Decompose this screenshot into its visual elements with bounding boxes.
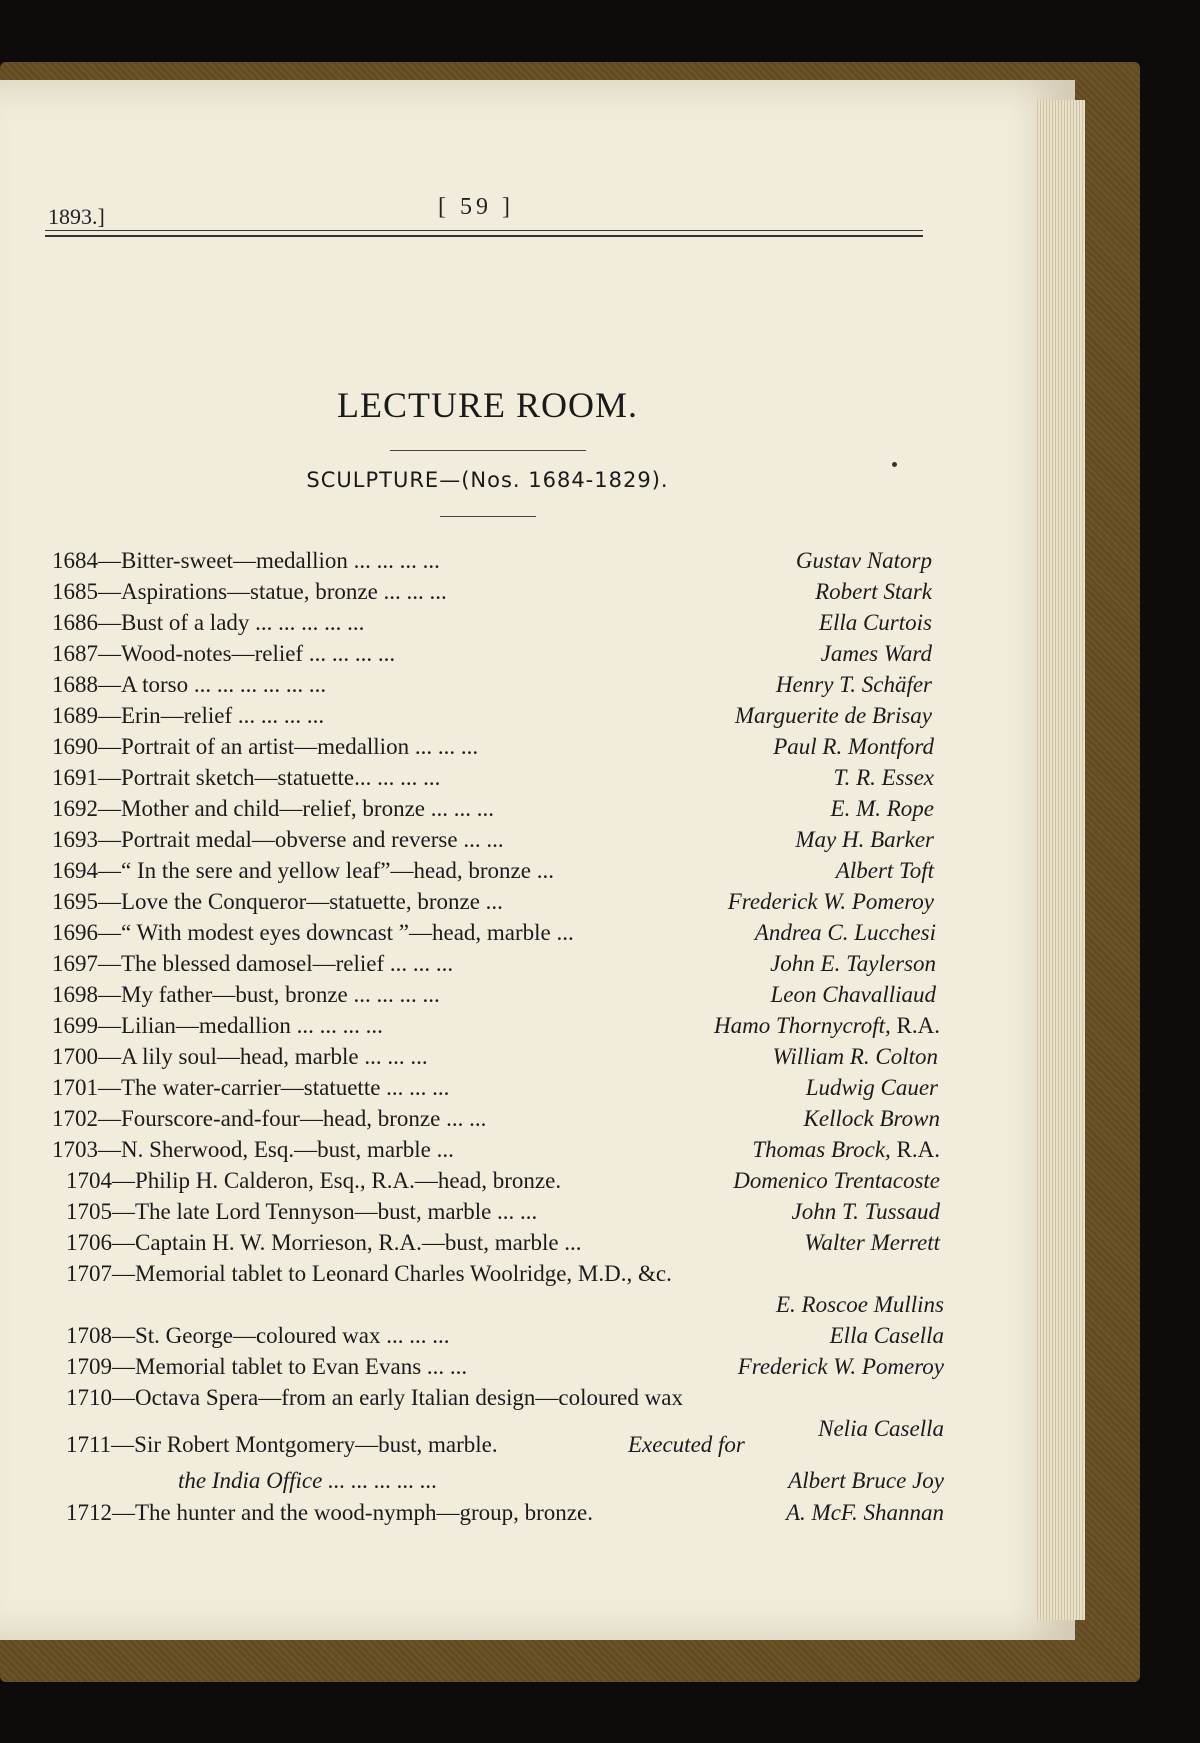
artist-name: Leon Chavalliaud bbox=[770, 982, 936, 1007]
catalogue-entry bbox=[66, 1385, 944, 1415]
entry-artist bbox=[752, 1137, 940, 1163]
artist-name: Frederick W. Pomeroy bbox=[737, 1354, 944, 1379]
artist-name: Hamo Thornycroft, bbox=[714, 1013, 891, 1038]
section-subtitle: SCULPTURE—(Nos. 1684-1829). bbox=[306, 468, 669, 492]
artist-name: Ella Casella bbox=[829, 1323, 944, 1348]
catalogue-entry bbox=[52, 889, 934, 919]
entry-title: 1703—N. Sherwood, Esq.—bust, marble ... bbox=[52, 1137, 454, 1162]
artist-name: John T. Tussaud bbox=[791, 1199, 940, 1224]
catalogue-entry bbox=[66, 1292, 944, 1322]
entry-title: 1694—“ In the sere and yellow leaf”—head, bronze ... bbox=[52, 858, 554, 883]
entry-artist bbox=[735, 703, 932, 729]
title-rule bbox=[390, 450, 586, 451]
running-head-year: 1893.] bbox=[48, 204, 105, 229]
entry-artist bbox=[806, 1075, 938, 1101]
entry-title: 1687—Wood-notes—relief ... ... ... ... bbox=[52, 641, 396, 666]
entry-artist bbox=[833, 765, 934, 791]
entry-artist bbox=[786, 1500, 944, 1526]
catalogue-entry bbox=[52, 982, 936, 1012]
entry-artist bbox=[733, 1168, 940, 1194]
entry-artist bbox=[804, 1230, 940, 1256]
entry-title: 1696—“ With modest eyes downcast ”—head, marble ... bbox=[52, 920, 574, 945]
entry-artist bbox=[819, 610, 932, 636]
header-rule bbox=[45, 230, 923, 231]
entry-artist bbox=[776, 1292, 944, 1318]
ink-dot bbox=[892, 462, 897, 467]
catalogue-entry bbox=[52, 1075, 938, 1105]
page-edges bbox=[1035, 100, 1085, 1620]
entry-title: 1686—Bust of a lady ... ... ... ... ... bbox=[52, 610, 365, 635]
entry-title: 1695—Love the Conqueror—statuette, bronze ... bbox=[52, 889, 503, 914]
catalogue-entry bbox=[52, 579, 932, 609]
artist-name: Gustav Natorp bbox=[795, 548, 932, 573]
page-number: [ 59 ] bbox=[438, 194, 514, 220]
entry-title: 1705—The late Lord Tennyson—bust, marble ... ... bbox=[66, 1199, 538, 1224]
entry-title: 1710—Octava Spera—from an early Italian design—coloured wax bbox=[66, 1385, 683, 1410]
artist-name: May H. Barker bbox=[795, 827, 934, 852]
entry-title: 1700—A lily soul—head, marble ... ... ... bbox=[52, 1044, 428, 1069]
entry-artist bbox=[728, 889, 934, 915]
entry-artist bbox=[796, 548, 932, 574]
artist-name: Nelia Casella bbox=[818, 1416, 944, 1441]
artist-name: A. McF. Shannan bbox=[785, 1500, 944, 1525]
entry-artist bbox=[804, 1106, 940, 1132]
artist-suffix: R.A. bbox=[890, 1013, 940, 1038]
artist-name: Ella Curtois bbox=[818, 610, 932, 635]
catalogue-entry bbox=[52, 610, 932, 640]
artist-name: E. M. Rope bbox=[830, 796, 934, 821]
catalogue-entry bbox=[66, 1354, 944, 1384]
artist-name: Marguerite de Brisay bbox=[734, 703, 932, 728]
entry-title: 1702—Fourscore-and-four—head, bronze ... ... bbox=[52, 1106, 487, 1131]
entry-artist bbox=[776, 672, 932, 698]
entry-title: 1697—The blessed damosel—relief ... ... ... bbox=[52, 951, 454, 976]
artist-name: Andrea C. Lucchesi bbox=[754, 920, 936, 945]
catalogue-entry bbox=[52, 1106, 940, 1136]
entry-title: 1688—A torso ... ... ... ... ... ... bbox=[52, 672, 327, 697]
entry-title: 1693—Portrait medal—obverse and reverse ... ... bbox=[52, 827, 504, 852]
artist-name: Frederick W. Pomeroy bbox=[727, 889, 934, 914]
catalogue-entry bbox=[52, 920, 936, 950]
entry-title: 1690—Portrait of an artist—medallion ... ... ... bbox=[52, 734, 479, 759]
catalogue-entry bbox=[52, 703, 932, 733]
catalogue-entry bbox=[52, 1013, 940, 1043]
catalogue-entry bbox=[52, 734, 934, 764]
catalogue-entry bbox=[52, 951, 936, 981]
entry-title: 1701—The water-carrier—statuette ... ... ... bbox=[52, 1075, 450, 1100]
artist-name: Paul R. Montford bbox=[773, 734, 934, 759]
catalogue-entry bbox=[52, 796, 934, 826]
catalogue-entry bbox=[66, 1199, 940, 1229]
entry-title: 1708—St. George—coloured wax ... ... ... bbox=[66, 1323, 450, 1348]
catalogue-entry bbox=[52, 641, 932, 671]
artist-name: Ludwig Cauer bbox=[805, 1075, 938, 1100]
entry-artist bbox=[836, 858, 934, 884]
entry-artist bbox=[788, 1468, 944, 1494]
entry-title: 1709—Memorial tablet to Evan Evans ... ... bbox=[66, 1354, 468, 1379]
entry-artist bbox=[755, 920, 936, 946]
entry-artist bbox=[792, 1199, 940, 1225]
catalogue-entry bbox=[52, 827, 934, 857]
catalogue-entry bbox=[66, 1168, 940, 1198]
entry-artist bbox=[771, 982, 936, 1008]
entry-title: 1689—Erin—relief ... ... ... ... bbox=[52, 703, 325, 728]
artist-name: T. R. Essex bbox=[833, 765, 934, 790]
artist-name: E. Roscoe Mullins bbox=[776, 1292, 944, 1317]
section-title: LECTURE ROOM. bbox=[337, 385, 638, 425]
catalogue-entry bbox=[52, 1137, 940, 1167]
catalogue-entry bbox=[66, 1230, 940, 1260]
entry-artist bbox=[831, 796, 934, 822]
entry-artist bbox=[773, 734, 934, 760]
catalogue-entry bbox=[52, 858, 934, 888]
entry-title: 1699—Lilian—medallion ... ... ... ... bbox=[52, 1013, 383, 1038]
artist-suffix: R.A. bbox=[890, 1137, 940, 1162]
subtitle-rule bbox=[440, 516, 536, 517]
entry-title: 1706—Captain H. W. Morrieson, R.A.—bust, marble ... bbox=[66, 1230, 582, 1255]
entry-artist bbox=[795, 827, 934, 853]
artist-name: Albert Bruce Joy bbox=[788, 1468, 944, 1493]
india-office-note: the India Office ... ... ... ... ... bbox=[178, 1468, 438, 1493]
catalogue-entry bbox=[52, 548, 932, 578]
artist-name: William R. Colton bbox=[772, 1044, 938, 1069]
catalogue-entry bbox=[66, 1261, 940, 1291]
entry-title: 1712—The hunter and the wood-nymph—group, bronze. bbox=[66, 1500, 593, 1525]
executed-for-note: Executed for bbox=[628, 1432, 745, 1457]
entry-title: 1691—Portrait sketch—statuette... ... ... ... bbox=[52, 765, 441, 790]
artist-name: Thomas Brock, bbox=[752, 1137, 891, 1162]
entry-artist bbox=[770, 951, 936, 977]
catalogue-entry bbox=[66, 1500, 944, 1530]
header-rule-thick bbox=[45, 235, 923, 237]
artist-name: Robert Stark bbox=[815, 579, 932, 604]
artist-name: James Ward bbox=[820, 641, 932, 666]
entry-artist bbox=[830, 1323, 944, 1349]
entry-artist bbox=[738, 1354, 944, 1380]
entry-title: 1707—Memorial tablet to Leonard Charles Woolridge, M.D., &c. bbox=[66, 1261, 672, 1286]
entry-title: 1692—Mother and child—relief, bronze ... ... ... bbox=[52, 796, 494, 821]
catalogue-entry bbox=[52, 765, 934, 795]
catalogue-entry bbox=[66, 1323, 944, 1353]
artist-name: Domenico Trentacoste bbox=[733, 1168, 940, 1193]
artist-name: Henry T. Schäfer bbox=[775, 672, 932, 697]
entry-artist bbox=[815, 579, 932, 605]
entry-title: 1684—Bitter-sweet—medallion ... ... ... ... bbox=[52, 548, 440, 573]
entry-artist bbox=[714, 1013, 940, 1039]
entry-title: 1685—Aspirations—statue, bronze ... ... ... bbox=[52, 579, 447, 604]
catalogue-entry bbox=[66, 1432, 944, 1462]
artist-name: Albert Toft bbox=[835, 858, 934, 883]
artist-name: John E. Taylerson bbox=[770, 951, 936, 976]
entry-title: 1698—My father—bust, bronze ... ... ... ... bbox=[52, 982, 440, 1007]
catalogue-entry bbox=[52, 1044, 938, 1074]
entry-artist bbox=[821, 641, 932, 667]
artist-name: Walter Merrett bbox=[804, 1230, 940, 1255]
artist-name: Kellock Brown bbox=[803, 1106, 940, 1131]
running-head bbox=[48, 194, 923, 230]
catalogue-entry bbox=[52, 672, 932, 702]
entry-title: 1711—Sir Robert Montgomery—bust, marble. bbox=[66, 1432, 498, 1457]
entry-artist bbox=[773, 1044, 938, 1070]
entry-title: 1704—Philip H. Calderon, Esq., R.A.—head, bronze. bbox=[66, 1168, 562, 1193]
